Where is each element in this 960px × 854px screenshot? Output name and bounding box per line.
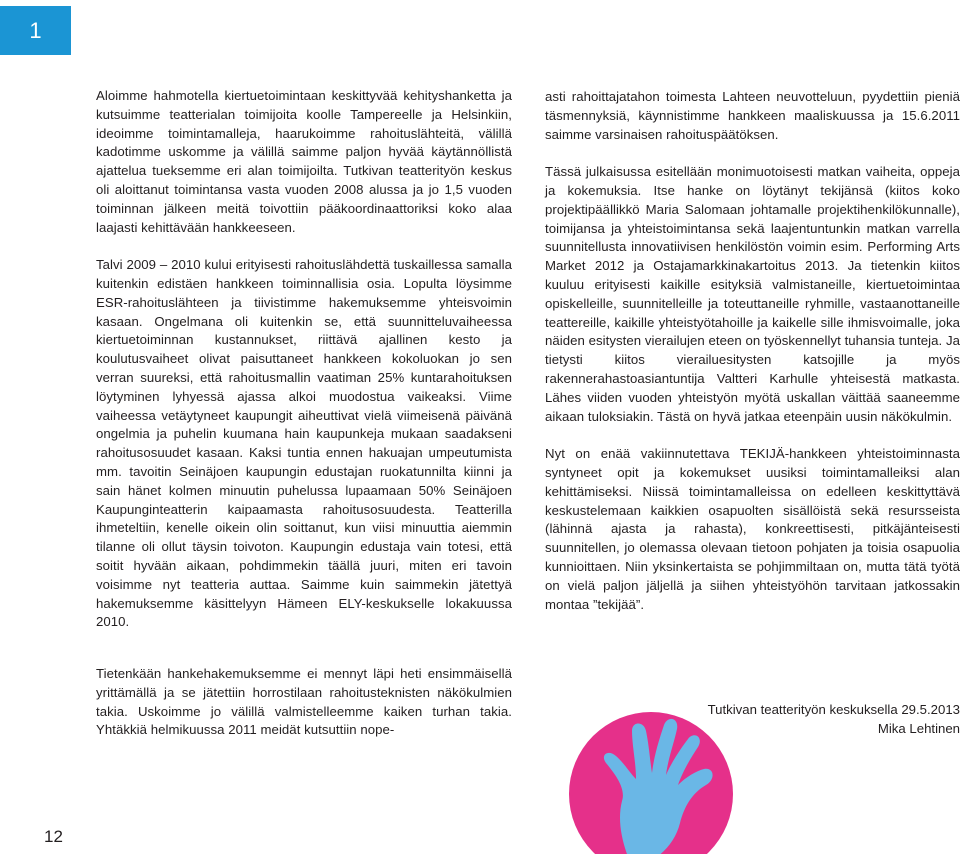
paragraph: Tässä julkaisussa esitellään monimuotoisesti matkan vaiheita, oppeja ja kokemuksia. Itse hanke on löytänyt tekijänsä (kiitos koko projektipäällikkö Maria Salomaan johtamalle projektihenkilökunnalle), toimijansa ja yhteistoimintansa sekä laajentuntunkin matkan varrella suunnitellusta innovatiivisen henkilöstön voimin esim. Performing Arts Market 2012 ja Ostajamarkkinakartoitus 2013. Ja tietenkin kiitos kuuluu erityisesti kaikille esityksiä valmistaneille, kiertuetoimintaa opiskelleille, suunnitelleille ja toteuttaneille ryhmille, vastaanottaneille teattereille, kaikille yhteistyötahoille ja kaikelle sille ihmisvoimalle, joka näiden esitysten vierailujen eteen on työskennellyt tuhansia tunteja. Ja tietysti kiitos vierailuesitysten katsojille ja myös rakennerahastoasiantuntija Valtteri Karhulle yhteisestä matkasta. Lähes viiden vuoden yhteistyön myötä uskallan väittää saaneemme aikaan tuloksiakin. Tästä on hyvä jatkaa eteenpäin uusin näkökulmin. <box>545 164 960 424</box>
chapter-number-tab: 1 <box>0 6 71 55</box>
signature-name: Mika Lehtinen <box>877 720 960 736</box>
left-column <box>96 87 512 632</box>
signature-organization-date: Tutkivan teatterityön keskuksella 29.5.2013 <box>707 702 960 717</box>
paragraph: Tietenkään hankehakemuksemme ei mennyt läpi heti ensimmäisellä yrittämällä ja se jätettiin horrostilaan rahoitusteknisten näkökulmien takia. Uskoimme jo välillä valmistelleemme kaiken turhan takia. Yhtäkkiä helmikuussa 2011 meidät kutsuttiin nope- <box>96 666 512 738</box>
page-number: 12 <box>44 827 63 846</box>
hand-logo-icon <box>566 709 736 854</box>
paragraph: asti rahoittajatahon toimesta Lahteen neuvotteluun, pyydettiin pieniä täsmennyksiä, käynnistimme hankkeen maaliskuussa ja 15.6.2011 saimme varsinaisen rahoituspäätöksen. <box>545 89 960 142</box>
paragraph: Talvi 2009 – 2010 kului erityisesti rahoituslähdettä tuskaillessa samalla kuitenkin edistäen hankkeen toiminnallisia osia. Lopulta löysimme ESR-rahoituslähteen ja tiivistimme hakemuksemme yhteisvoimin kasaan. Ongelmana oli kuitenkin se, että suunnitteluvaiheessa kiertuetoiminnan kustannukset, riittävä ajallinen kesto ja koulutusvaiheet olivat paisuttaneet hankkeen kokoluokan jo sen verran suureksi, että rahoitusmallin vaatiman 25% kuntarahoituksen löytyminen lyhyessä ajassa alkoi muodostua vaikeaksi. Viime vaiheessa vetäytyneet kaupungit aiheuttivat vielä viimeisenä päivänä ongelmia ja puhelin kuumana hain kaupunkeja mukaan saadakseni rahoitusosuudet kasaan. Kaksi tuntia ennen hakuajan umpeutumista mm. tavoitin Seinäjoen kaupungin edustajan ruokatunnilta kiinni ja sain hänet kolmen minuutin puhelussa lupaamaan 50% Seinäjoen Kaupunginteatterin kaipaamasta rahoitusosuudesta. Teatterilla ihmeteltiin, kenelle oikein olin soittanut, kun viisi minuuttia aiemmin tilanne oli ollut täysin toivoton. Kaupungin edustaja vain totesi, että soitit hyvään aikaan, pohdimmekin täällä juuri, miten eri tavoin voisimme nyt teatteria auttaa. Saimme kuin saimmekin jätettyä hakemuksemme käsittelyyn Hämeen ELY-keskukselle lokakuussa 2010. <box>96 257 512 630</box>
right-column <box>545 88 960 614</box>
paragraph: Aloimme hahmotella kiertuetoimintaan keskittyvää kehityshanketta ja kutsuimme teatterialan toimijoita koolle Tampereelle ja Helsinkiin, ideoimme toimintamalleja, haarukoimme rahoituslähteitä, välillä kadotimme uskomme ja välillä saimme paljon hyvää käytännöllistä ajattelua tueksemme eri alan toimijoilta. Tutkivan teatterityön keskus oli aloittanut toimintansa vasta vuoden 2008 alussa ja jo 1,5 vuoden toiminnan jälkeen meitä toivottiin pääkoordinaattoriksi koko alaa laajasti kehittävään hankkeeseen. <box>96 88 512 235</box>
left-column-bottom <box>96 665 512 740</box>
paragraph: Nyt on enää vakiinnutettava TEKIJÄ-hankkeen yhteistoiminnasta syntyneet opit ja kokemukset uusiksi toimintamalleiksi alan kehittämiseksi. Niissä toimintamalleissa on edelleen keskittyttävä keskustelemaan kaikkien osapuolten sisällöistä sekä resursseista (lähinnä ajasta ja rahasta), konkreettisesti, pitkäjänteisesti suunnitellen, jo olemassa olevaan tietoon pohjaten ja toisia osapuolia kunnioittaen. Niin yksinkertaista se pohjimmiltaan on, mutta tätä työtä on vielä paljon jäljellä ja siihen yhteistyöhön tarvitaan jatkossakin montaa ”tekijää”. <box>545 446 960 612</box>
